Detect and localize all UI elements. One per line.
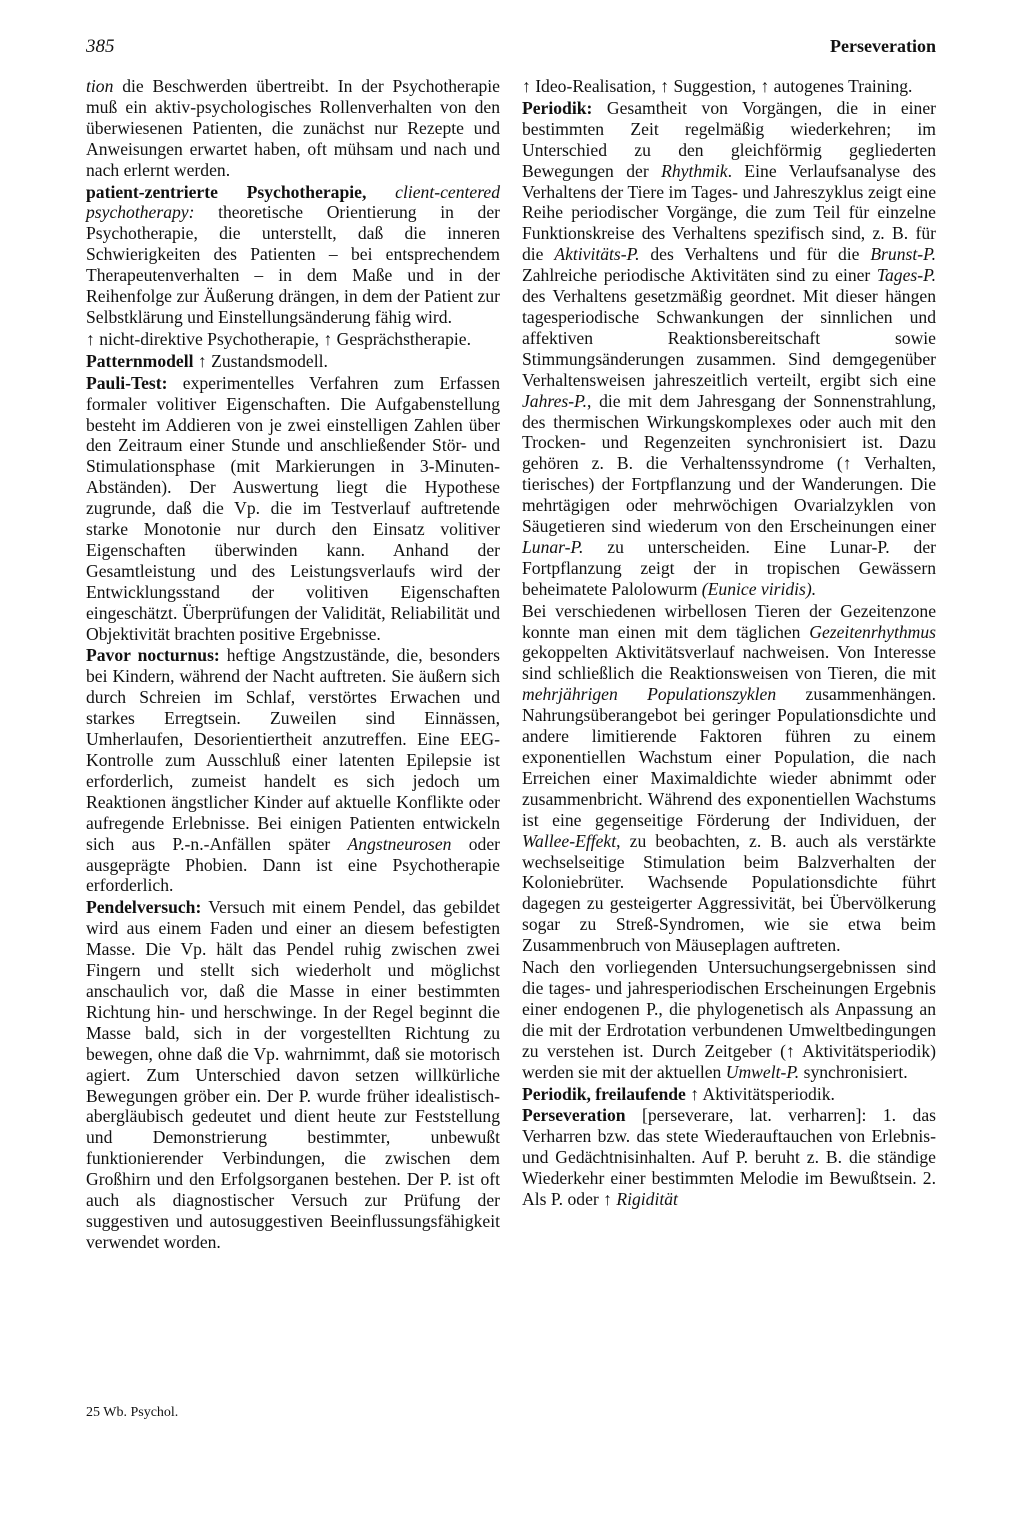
dictionary-entry — [86, 897, 500, 1252]
italic-term: Wallee-Effekt — [522, 830, 617, 851]
italic-term: Brunst-P. — [870, 244, 936, 265]
entry-text: synchronisiert. — [799, 1061, 908, 1082]
right-column — [522, 76, 936, 1210]
italic-term: tion — [86, 76, 114, 96]
entry-text: heftige Angstzustände, die, besonders bei Kindern, während der Nacht auftreten. Sie äußern sich durch Schreien im Schlaf, verstörtes Erwachen und starkes Erregtsein. Zuweilen sind Einnässen, Umherlaufen, Desorientiertheit anzutreffen. Eine EEG-Kontrolle zum Ausschluß einer latenten Epilepsie ist erforderlich, zumeist handelt es sich jedoch um Reaktionen ängstlicher Kinder auf aktuelle Konflikte oder aufregende Erlebnisse. Bei einigen Patienten entwickeln sich aus P.-n.-Anfällen später — [86, 645, 500, 854]
entry-text: , die mit dem Jahresgang der Sonnenstrahlung, des thermischen Wirkungskomplexes oder auch mit den Trocken- und Regenzeiten synchronisiert ist. Dazu gehören z. B. die Verhaltenssyndrome (↑ Verhalten, tierisches) der Fortpflanzung und der Wanderungen. Die mehrtägigen oder mehrwöchigen Ovarialzyklen von Säugetieren sind wiederum von den Erscheinungen einer — [522, 390, 936, 537]
dictionary-entry — [522, 76, 936, 97]
entry-text: ↑ Aktivitätsperiodik. — [685, 1083, 835, 1104]
italic-term: Jahres-P. — [522, 390, 587, 411]
entry-text: gekoppelten Aktivitätsverlauf nachweisen. Von Interesse sind schließlich die Reaktionsweisen von Tieren, die mit — [522, 642, 936, 684]
entry-text: die Beschwerden übertreibt. In der Psychotherapie muß ein aktiv-psychologisches Rollenverhalten von den überwiesenen Patienten, die zunächst nur Rezepte und Anweisungen erwartet haben, oft mühsam und nach und nach erlernt werden. — [86, 76, 500, 180]
entry-text: zusammenhängen. Nahrungsüberangebot bei geringer Populationsdichte und andere limitierende Faktoren führen zu einem exponentiellen Wachstum einer Population, die nach Erreichen einer Maximaldichte wieder abnimmt oder zusammenbricht. Während des exponentiellen Wachstums ist eine gegenseitige Förderung der Individuen, der — [522, 684, 936, 830]
italic-term: Rigidität — [616, 1189, 678, 1210]
footer-signature: 25 Wb. Psychol. — [86, 1405, 179, 1420]
page-header — [86, 36, 936, 62]
italic-term: Tages-P. — [876, 265, 936, 286]
entry-text: , zu beobachten, z. B. auch als verstärkte wechselseitige Stimulation beim Balzverhalten der Koloniebrüter. Wachsende Populationsdichte führt dagegen zu gesteigerter Aggressivität, bei Übervölkerung sogar zu Streß-Syndromen, wie sie etwa beim Zusammenbruch von Mäuseplagen auftreten. — [522, 830, 936, 956]
italic-term: (Eunice viridis). — [701, 578, 817, 599]
entry-text: ↑ Zustandsmodell. — [193, 350, 328, 371]
entry-text: [perseverare, lat. verharren]: 1. das Verharren bzw. das stete Wiederauftauchen von Erlebnis- und Gedächtnisinhalten. Auf P. beruht z. B. die ständige Wiederkehr einer bestimmten Melodie im Bewußtsein. 2. Als P. oder ↑ — [522, 1105, 936, 1210]
dictionary-entry — [522, 98, 936, 600]
entry-text: ↑ Ideo-Realisation, ↑ Suggestion, ↑ autogenes Training. — [522, 76, 913, 96]
italic-term: Umwelt-P. — [725, 1061, 800, 1082]
entry-text: Versuch mit einem Pendel, das gebildet wird aus einem Faden und einer an diesem befestigten Masse. Die Vp. hält das Pendel ruhig zwischen zwei Fingern und stellt sich wiederholt und möglichst anschaulich vor, daß die Masse in einer bestimmten Richtung hin- und herschwinge. In der Regel beginnt die Masse bald, sich in der vorgestellten Richtung zu bewegen, ohne daß die Vp. wahrnimmt, daß sie motorisch agiert. Zum Unterschied davon setzen willkürliche Bewegungen gröber ein. Der P. wurde früher idealistisch-abergläubisch gedeutet und dient heute zur Feststellung und Demonstrierung bestimmter, unbewußt funktionierender Verbindungen, die zwischen dem Großhirn und den Erfolgsorganen bestehen. Der P. ist oft auch als diagnostischer Versuch zur Prüfung der suggestiven und autosuggestiven Beeinflussungsfähigkeit verwendet worden. — [86, 897, 500, 1252]
italic-term: mehrjährigen Populationszyklen — [522, 684, 777, 705]
entry-term: Patternmodell — [86, 350, 194, 371]
entry-term: Periodik, freilaufende — [522, 1083, 686, 1104]
entry-text: Nach den vorliegenden Untersuchungsergebnissen sind die tages- und jahresperiodischen Erscheinungen Ergebnis einer endogenen P., die phylogenetisch als Anpassung an die mit der Erdrotation verbundenen Umweltbedingungen zu verstehen ist. Durch Zeitgeber (↑ Aktivitätsperiodik) werden sie mit der aktuellen — [522, 957, 936, 1082]
dictionary-entry — [522, 1084, 936, 1105]
entry-text: zu unterscheiden. Eine Lunar-P. der Fortpflanzung zeigt der in tropischen Gewässern beheimatete Palolowurm — [522, 536, 936, 599]
running-head: Perseveration — [830, 36, 936, 56]
italic-term: Angstneurosen — [347, 833, 452, 854]
entry-text: des Verhaltens gesetzmäßig geordnet. Mit dieser hängen tagesperiodische Schwankungen der sinnlichen und affektiven Reaktionsbereitschaft sowie Stimmungsänderungen zusammen. Sind demgegenüber Verhaltensweisen jahreszeitlich verteilt, ergibt sich eine — [522, 286, 936, 390]
entry-text: . Eine Verlaufsanalyse des Verhaltens der Tiere im Tages- und Jahreszyklus zeigt eine Reihe periodischer Vorgänge, die zum Teil für einzelne Funktionskreise des Verhaltens spezifisch sind, z. B. für die — [522, 160, 936, 265]
italic-term: Aktivitäts-P. — [554, 244, 640, 265]
entry-text: Zahlreiche periodische Aktivitäten sind zu einer — [522, 265, 877, 286]
dictionary-entry — [522, 601, 936, 956]
dictionary-entry — [86, 351, 500, 372]
entry-term: Pendelversuch: — [86, 897, 202, 918]
entry-term: Perseveration — [522, 1105, 626, 1126]
entry-text: theoretische Orientierung in der Psychotherapie, die unterstellt, daß die inneren Schwierigkeiten des Patienten – bei entsprechendem Therapeutenverhalten – in dem Maße und in der Reihenfolge zur Äußerung drängen, in dem der Patient zur Selbstklärung und Einstellungsänderung fähig wird. — [86, 202, 500, 327]
entry-text: Gesamtheit von Vorgängen, die in einer bestimmten Zeit regelmäßig wiederkehren; im Unterschied zu den gleichförmig gegliederten Bewegungen der — [522, 97, 936, 181]
entry-term: Pauli-Test: — [86, 372, 168, 393]
dictionary-entry — [86, 329, 500, 350]
italic-term: Gezeitenrhythmus — [809, 621, 936, 642]
dictionary-entry — [86, 373, 500, 645]
dictionary-entry — [522, 957, 936, 1082]
entry-text: Bei verschiedenen wirbellosen Tieren der Gezeitenzone konnte man einen mit dem täglichen — [522, 600, 936, 642]
entry-text: des Verhaltens und für die — [639, 244, 871, 265]
entry-text — [366, 182, 395, 202]
italic-term: Lunar-P. — [522, 536, 584, 557]
italic-term: Rhythmik — [661, 160, 728, 181]
left-column — [86, 76, 500, 1253]
dictionary-entry — [522, 1105, 936, 1210]
entry-term: Periodik: — [522, 97, 593, 118]
entry-text: oder ausgeprägte Phobien. Dann ist eine Psychotherapie erforderlich. — [86, 833, 500, 896]
entry-term: patient-zentrierte Psychotherapie, — [86, 181, 367, 202]
dictionary-entry — [86, 182, 500, 328]
dictionary-entry — [86, 76, 500, 181]
italic-term: client-centered psychotherapy: — [86, 181, 500, 223]
dictionary-entry — [86, 645, 500, 896]
entry-text: ↑ nicht-direktive Psychotherapie, ↑ Gesprächstherapie. — [86, 328, 471, 349]
entry-text: experimentelles Verfahren zum Erfassen formaler volitiver Eigenschaften. Die Aufgabenstellung besteht im Addieren von je zwei einstelligen Zahlen über den Zeitraum einer Stunde und anschließender Stör- und Stimulationsphase (mit Markierungen in 3-Minuten-Abständen). Der Auswertung liegt die Hypothese zugrunde, daß die Vp. die im Testverlauf auftretende starke Monotonie nur durch den Einsatz volitiver Eigenschaften überwinden kann. Anhand der Gesamtleistung und des Leistungsverlaufs wird der Entwicklungsstand der volitiven Eigenschaften eingeschätzt. Überprüfungen der Validität, Reliabilität und Objektivität brachten positive Ergebnisse. — [86, 372, 500, 644]
page-number: 385 — [86, 36, 115, 57]
entry-term: Pavor nocturnus: — [86, 645, 220, 666]
